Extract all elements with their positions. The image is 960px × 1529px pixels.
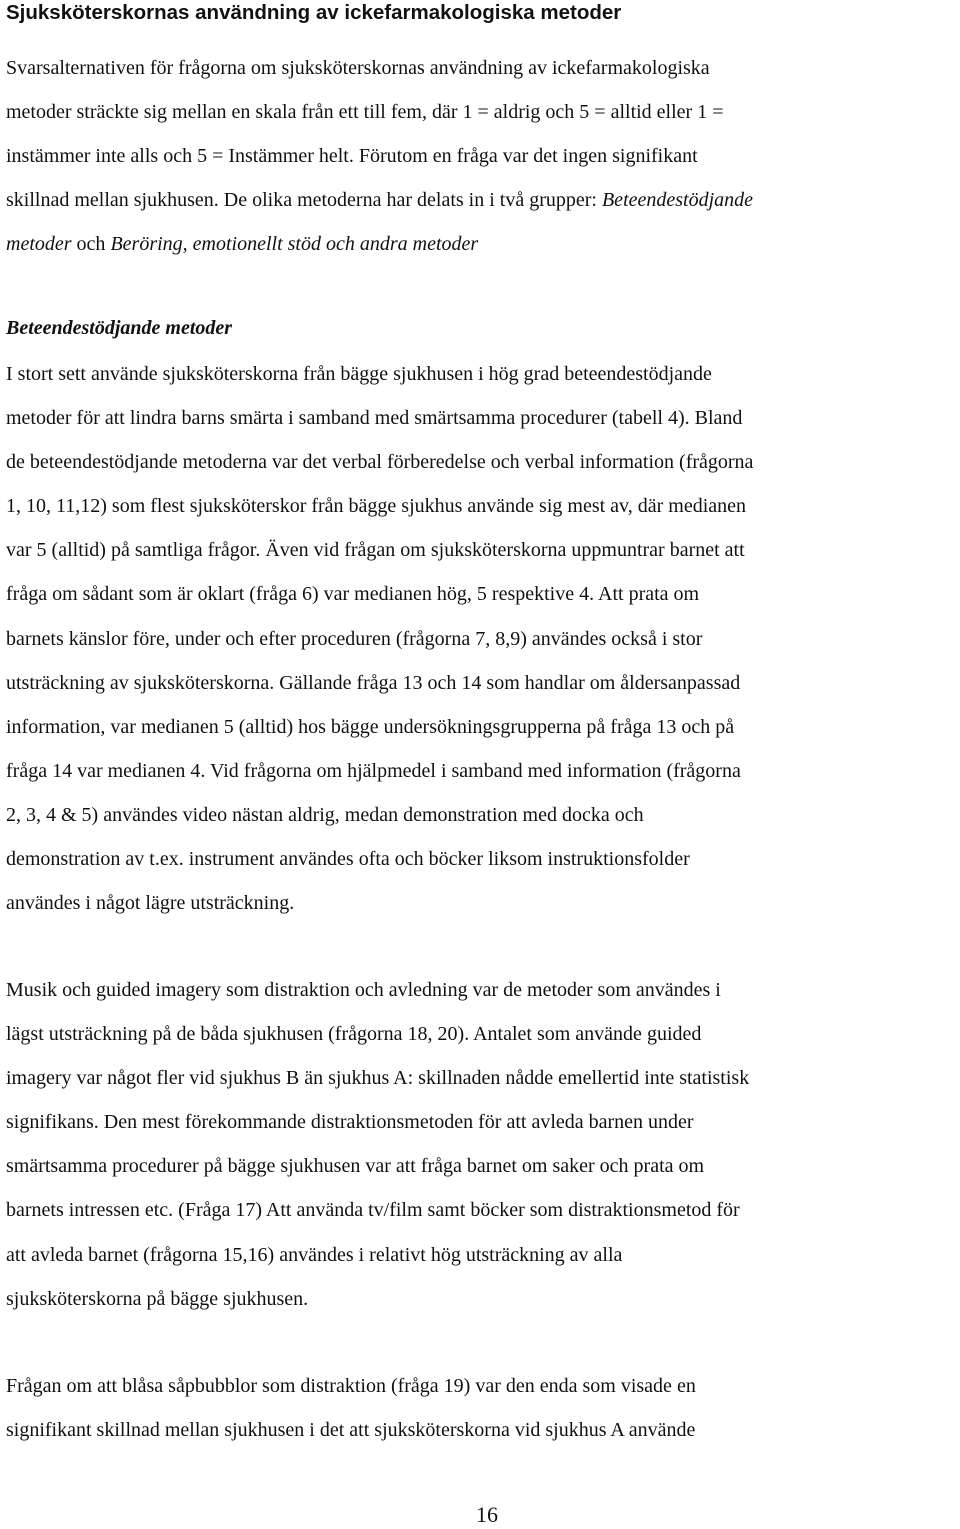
text-line: fråga 14 var medianen 4. Vid frågorna om hjälpmedel i samband med information (frågorna: [6, 759, 741, 782]
text-line: Svarsalternativen för frågorna om sjuksköterskornas användning av ickefarmakologiska: [6, 57, 710, 79]
text-line: 2, 3, 4 & 5) användes video nästan aldrig, medan demonstration med docka och: [6, 803, 644, 826]
text-line: demonstration av t.ex. instrument användes ofta och böcker liksom instruktionsfolder: [6, 848, 690, 871]
group-name-touch: Beröring, emotionellt stöd och andra metoder: [110, 233, 479, 256]
intro-paragraph: [6, 46, 753, 266]
text-line: användes i något lägre utsträckning.: [6, 892, 295, 915]
group-name-behavioral-cont: metoder: [6, 233, 72, 256]
soap-bubbles-paragraph: [6, 1364, 696, 1452]
text-line: [6, 178, 753, 222]
text-line: sjuksköterskorna på bägge sjukhusen.: [6, 1287, 309, 1310]
section-heading: Sjuksköterskornas användning av ickefarmakologiska metoder: [6, 1, 622, 24]
text-line: barnets känslor före, under och efter proceduren (frågorna 7, 8,9) användes också i stor: [6, 627, 703, 650]
text-line: Musik och guided imagery som distraktion och avledning var de metoder som användes i: [6, 979, 721, 1001]
text-line: lägst utsträckning på de båda sjukhusen (frågorna 18, 20). Antalet som använde guided: [6, 1023, 702, 1046]
text-line: I stort sett använde sjuksköterskorna från bägge sjukhusen i hög grad beteendestödjande: [6, 363, 712, 385]
text-line: Frågan om att blåsa såpbubblor som distraktion (fråga 19) var den enda som visade en: [6, 1375, 696, 1397]
distraction-paragraph: [6, 968, 749, 1321]
text-line: signifikans. Den mest förekommande distraktionsmetoden för att avleda barnen under: [6, 1111, 694, 1134]
text-line: metoder sträckte sig mellan en skala från ett till fem, där 1 = aldrig och 5 = alltid eller 1 =: [6, 101, 724, 124]
text-line: imagery var något fler vid sjukhus B än sjukhus A: skillnaden nådde emellertid inte statistisk: [6, 1067, 750, 1090]
behavioral-methods-paragraph: [6, 352, 753, 925]
text-line: att avleda barnet (frågorna 15,16) användes i relativt hög utsträckning av alla: [6, 1243, 623, 1266]
text-line: 1, 10, 11,12) som flest sjuksköterskor från bägge sjukhus använde sig mest av, där medianen: [6, 495, 747, 518]
text-line: var 5 (alltid) på samtliga frågor. Även vid frågan om sjuksköterskorna uppmuntrar barnet att: [6, 539, 745, 562]
text-segment: skillnad mellan sjukhusen. De olika metoderna har delats in i två grupper:: [6, 189, 602, 212]
text-line: utsträckning av sjuksköterskorna. Gällande fråga 13 och 14 som handlar om åldersanpassad: [6, 671, 741, 694]
subsection-heading: Beteendestödjande metoder: [6, 317, 233, 339]
text-line: [6, 222, 753, 266]
text-line: barnets intressen etc. (Fråga 17) Att använda tv/film samt böcker som distraktionsmetod för: [6, 1199, 740, 1222]
text-line: information, var medianen 5 (alltid) hos bägge undersökningsgrupperna på fråga 13 och på: [6, 715, 735, 738]
text-line: fråga om sådant som är oklart (fråga 6) var medianen hög, 5 respektive 4. Att prata om: [6, 583, 700, 606]
text-line: metoder för att lindra barns smärta i samband med smärtsamma procedurer (tabell 4). Bland: [6, 407, 743, 430]
group-name-behavioral: Beteendestödjande: [601, 189, 754, 212]
text-line: signifikant skillnad mellan sjukhusen i det att sjuksköterskorna vid sjukhus A använde: [6, 1419, 696, 1442]
text-line: smärtsamma procedurer på bägge sjukhusen var att fråga barnet om saker och prata om: [6, 1155, 705, 1178]
page-number: 16: [476, 1502, 498, 1527]
text-segment: och: [71, 233, 111, 256]
text-line: de beteendestödjande metoderna var det verbal förberedelse och verbal information (frågorna: [6, 451, 754, 474]
text-line: instämmer inte alls och 5 = Instämmer helt. Förutom en fråga var det ingen signifikant: [6, 145, 698, 168]
